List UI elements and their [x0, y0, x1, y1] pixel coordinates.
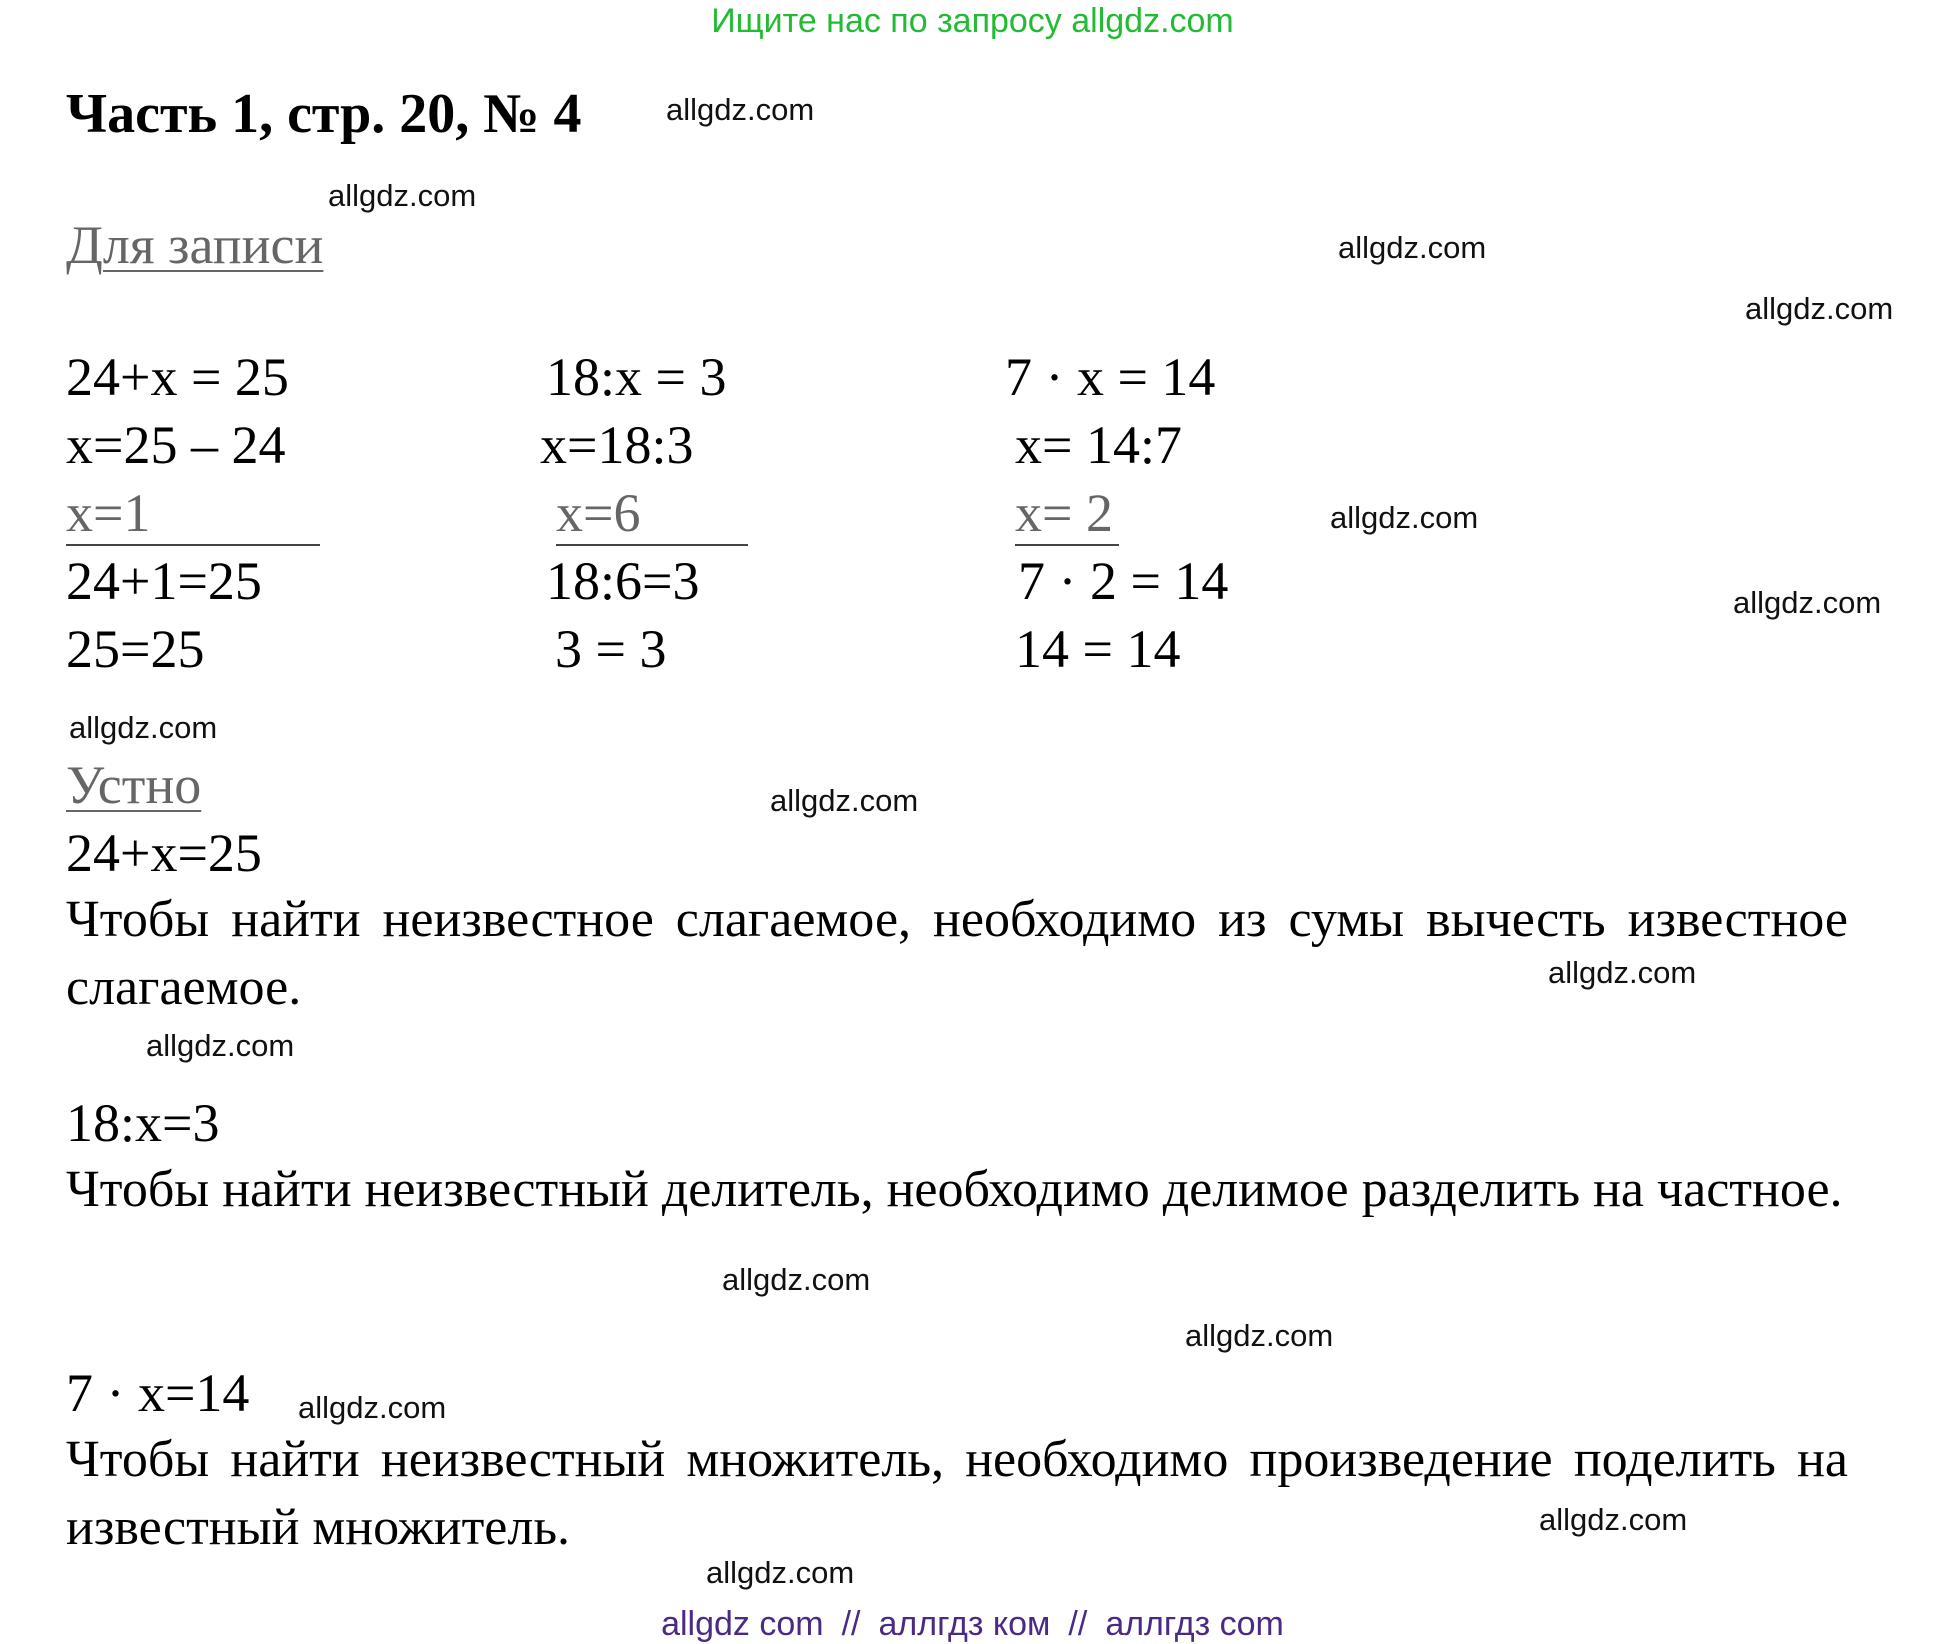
check-line: 24+1=25 — [66, 551, 262, 611]
equation-line: 24+x = 25 — [66, 347, 289, 407]
footer-link[interactable]: аллгдз com — [1105, 1605, 1284, 1643]
footer-link[interactable]: аллгдз ком — [878, 1605, 1051, 1643]
watermark: allgdz.com — [298, 1390, 447, 1425]
equation-line: x=18:3 — [540, 415, 694, 475]
section-title-oral: Устно — [66, 755, 202, 815]
top-banner-link[interactable]: Ищите нас по запросу allgdz.com — [711, 2, 1234, 40]
equation-line: 18:x = 3 — [546, 347, 727, 407]
oral-equation: 7 · x=14 — [66, 1363, 250, 1423]
watermark: allgdz.com — [722, 1262, 871, 1297]
watermark: allgdz.com — [69, 710, 218, 745]
watermark: allgdz.com — [1330, 500, 1479, 535]
watermark: allgdz.com — [1745, 291, 1894, 326]
footer-separator: // — [1068, 1605, 1088, 1643]
check-line: 14 = 14 — [1015, 619, 1181, 679]
footer-links — [0, 1604, 1945, 1644]
watermark: allgdz.com — [1338, 230, 1487, 265]
check-line: 3 = 3 — [555, 619, 667, 679]
rule-text: Чтобы найти неизвестный множитель, необходимо произведение поделить на известный множитель. — [66, 1431, 1848, 1556]
answer-line: x= 2 — [1015, 482, 1119, 546]
rule-text: Чтобы найти неизвестный делитель, необходимо делимое разделить на частное. — [66, 1161, 1843, 1218]
answer-line: x=6 — [556, 482, 748, 546]
equation-line: x=25 – 24 — [66, 415, 286, 475]
check-line: 18:6=3 — [546, 551, 700, 611]
equation-line: 7 · x = 14 — [1005, 347, 1216, 407]
watermark: allgdz.com — [328, 178, 477, 213]
watermark: allgdz.com — [706, 1555, 855, 1590]
watermark: allgdz.com — [1539, 1502, 1688, 1537]
equation-line: x= 14:7 — [1015, 415, 1182, 475]
watermark: allgdz.com — [1548, 955, 1697, 990]
footer-separator: // — [841, 1605, 861, 1643]
watermark: allgdz.com — [1185, 1318, 1334, 1353]
footer-link[interactable]: allgdz com — [661, 1605, 824, 1643]
section-title-written: Для записи — [66, 215, 324, 275]
rule-text: Чтобы найти неизвестное слагаемое, необходимо из сумы вычесть известное слагаемое. — [66, 891, 1848, 1016]
oral-equation: 18:x=3 — [66, 1093, 220, 1153]
watermark: allgdz.com — [1733, 585, 1882, 620]
check-line: 25=25 — [66, 619, 205, 679]
answer-line: x=1 — [66, 482, 320, 546]
watermark: allgdz.com — [666, 92, 815, 127]
oral-equation: 24+x=25 — [66, 823, 262, 883]
check-line: 7 · 2 = 14 — [1018, 551, 1229, 611]
watermark: allgdz.com — [146, 1028, 295, 1063]
watermark: allgdz.com — [770, 783, 919, 818]
page-title: Часть 1, стр. 20, № 4 — [66, 83, 582, 145]
